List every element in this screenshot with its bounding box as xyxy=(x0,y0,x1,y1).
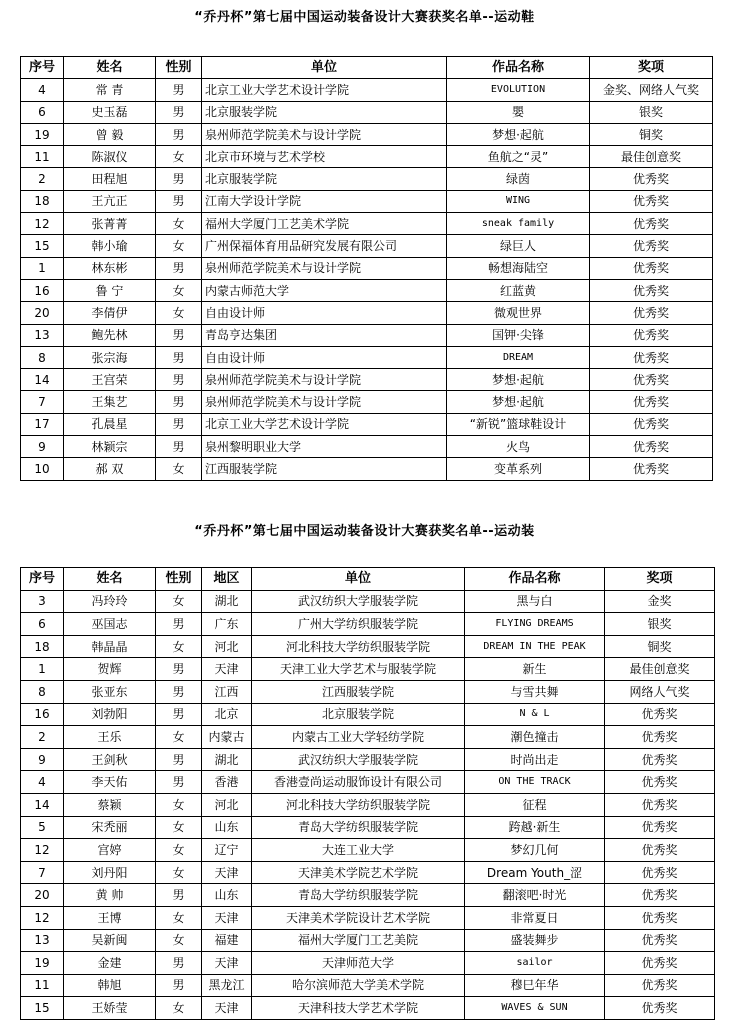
seq-cell: 5 xyxy=(21,816,64,839)
unit-cell: 北京市环境与艺术学校 xyxy=(202,146,447,168)
section-title-apparel: “乔丹杯”第七届中国运动装备设计大赛获奖名单--运动装 xyxy=(194,524,535,539)
region-cell: 山东 xyxy=(202,884,252,907)
name-cell: 王亢正 xyxy=(64,190,156,212)
award-cell: 优秀奖 xyxy=(590,346,713,368)
region-cell: 辽宁 xyxy=(202,839,252,862)
gender-cell: 男 xyxy=(156,369,202,391)
gender-cell: 男 xyxy=(156,884,202,907)
award-cell: 金奖 xyxy=(605,590,715,613)
unit-cell: 泉州师范学院美术与设计学院 xyxy=(202,369,447,391)
name-cell: 郝 双 xyxy=(64,458,156,480)
unit-cell: 青岛大学纺织服装学院 xyxy=(252,884,465,907)
unit-cell: 北京服装学院 xyxy=(202,101,447,123)
name-cell: 王宫荣 xyxy=(64,369,156,391)
seq-cell: 12 xyxy=(21,839,64,862)
gender-cell: 男 xyxy=(156,703,202,726)
gender-cell: 女 xyxy=(156,279,202,301)
unit-cell: 天津美术学院艺术学院 xyxy=(252,861,465,884)
column-header-gender: 性别 xyxy=(156,568,202,591)
name-cell: 李天佑 xyxy=(64,771,156,794)
name-cell: 蔡颖 xyxy=(64,793,156,816)
unit-cell: 武汉纺织大学服装学院 xyxy=(252,590,465,613)
region-cell: 广东 xyxy=(202,613,252,636)
unit-cell: 泉州师范学院美术与设计学院 xyxy=(202,123,447,145)
table-row xyxy=(21,658,715,681)
name-cell: 张宗海 xyxy=(64,346,156,368)
table-row xyxy=(21,748,715,771)
work-title-cell: FLYING DREAMS xyxy=(465,613,605,636)
award-cell: 优秀奖 xyxy=(605,703,715,726)
work-title-cell: 时尚出走 xyxy=(465,748,605,771)
award-cell: 优秀奖 xyxy=(605,748,715,771)
gender-cell: 女 xyxy=(156,302,202,324)
name-cell: 宫婷 xyxy=(64,839,156,862)
name-cell: 韩晶晶 xyxy=(64,635,156,658)
work-title-cell: ON THE TRACK xyxy=(465,771,605,794)
region-cell: 福建 xyxy=(202,929,252,952)
gender-cell: 男 xyxy=(156,257,202,279)
award-cell: 铜奖 xyxy=(590,123,713,145)
unit-cell: 江西服装学院 xyxy=(252,680,465,703)
gender-cell: 女 xyxy=(156,839,202,862)
seq-cell: 12 xyxy=(21,906,64,929)
table-row xyxy=(21,929,715,952)
work-title-cell: “新锐”篮球鞋设计 xyxy=(447,413,590,435)
unit-cell: 泉州黎明职业大学 xyxy=(202,436,447,458)
region-cell: 湖北 xyxy=(202,590,252,613)
gender-cell: 男 xyxy=(156,680,202,703)
award-cell: 优秀奖 xyxy=(605,929,715,952)
gender-cell: 女 xyxy=(156,793,202,816)
unit-cell: 内蒙古工业大学轻纺学院 xyxy=(252,726,465,749)
gender-cell: 女 xyxy=(156,861,202,884)
table-row xyxy=(21,703,715,726)
column-header-seq: 序号 xyxy=(21,57,64,79)
region-cell: 天津 xyxy=(202,952,252,975)
name-cell: 曾 毅 xyxy=(64,123,156,145)
table-row xyxy=(21,346,713,368)
seq-cell: 16 xyxy=(21,279,64,301)
gender-cell: 女 xyxy=(156,635,202,658)
award-cell: 优秀奖 xyxy=(590,391,713,413)
award-cell: 优秀奖 xyxy=(590,235,713,257)
table-row xyxy=(21,771,715,794)
unit-cell: 广州大学纺织服装学院 xyxy=(252,613,465,636)
work-title-cell: 变革系列 xyxy=(447,458,590,480)
unit-cell: 哈尔滨师范大学美术学院 xyxy=(252,974,465,997)
work-title-cell: 微观世界 xyxy=(447,302,590,324)
award-cell: 优秀奖 xyxy=(590,413,713,435)
name-cell: 鲍先林 xyxy=(64,324,156,346)
seq-cell: 19 xyxy=(21,123,64,145)
seq-cell: 7 xyxy=(21,861,64,884)
name-cell: 林东彬 xyxy=(64,257,156,279)
seq-cell: 2 xyxy=(21,726,64,749)
region-cell: 河北 xyxy=(202,793,252,816)
table-row xyxy=(21,168,713,190)
work-title-cell: 红蓝黄 xyxy=(447,279,590,301)
gender-cell: 男 xyxy=(156,79,202,101)
table-row xyxy=(21,861,715,884)
name-cell: 韩旭 xyxy=(64,974,156,997)
table-row xyxy=(21,213,713,235)
seq-cell: 19 xyxy=(21,952,64,975)
seq-cell: 14 xyxy=(21,369,64,391)
award-cell: 银奖 xyxy=(605,613,715,636)
gender-cell: 女 xyxy=(156,997,202,1020)
work-title-cell: 穆巳年华 xyxy=(465,974,605,997)
table-row xyxy=(21,369,713,391)
gender-cell: 男 xyxy=(156,974,202,997)
work-title-cell: 征程 xyxy=(465,793,605,816)
region-cell: 内蒙古 xyxy=(202,726,252,749)
gender-cell: 女 xyxy=(156,816,202,839)
column-header-award: 奖项 xyxy=(605,568,715,591)
table-row xyxy=(21,302,713,324)
gender-cell: 男 xyxy=(156,324,202,346)
award-cell: 优秀奖 xyxy=(605,952,715,975)
work-title-cell: 火鸟 xyxy=(447,436,590,458)
award-cell: 优秀奖 xyxy=(605,816,715,839)
gender-cell: 女 xyxy=(156,458,202,480)
unit-cell: 武汉纺织大学服装学院 xyxy=(252,748,465,771)
table-row xyxy=(21,235,713,257)
award-cell: 优秀奖 xyxy=(590,257,713,279)
unit-cell: 自由设计师 xyxy=(202,302,447,324)
unit-cell: 江西服装学院 xyxy=(202,458,447,480)
seq-cell: 11 xyxy=(21,974,64,997)
gender-cell: 男 xyxy=(156,101,202,123)
table-row xyxy=(21,146,713,168)
seq-cell: 11 xyxy=(21,146,64,168)
gender-cell: 男 xyxy=(156,346,202,368)
seq-cell: 8 xyxy=(21,680,64,703)
seq-cell: 2 xyxy=(21,168,64,190)
work-title-cell: 鱼航之“灵” xyxy=(447,146,590,168)
unit-cell: 泉州师范学院美术与设计学院 xyxy=(202,391,447,413)
column-header-work-title: 作品名称 xyxy=(447,57,590,79)
name-cell: 贺辉 xyxy=(64,658,156,681)
award-cell: 优秀奖 xyxy=(590,302,713,324)
award-cell: 优秀奖 xyxy=(605,771,715,794)
unit-cell: 福州大学厦门工艺美术学院 xyxy=(202,213,447,235)
work-title-cell: DREAM IN THE PEAK xyxy=(465,635,605,658)
work-title-cell: 跨越·新生 xyxy=(465,816,605,839)
name-cell: 田程旭 xyxy=(64,168,156,190)
seq-cell: 1 xyxy=(21,257,64,279)
work-title-cell: Dream Youth_涩 xyxy=(465,861,605,884)
section-title-shoes: “乔丹杯”第七届中国运动装备设计大赛获奖名单--运动鞋 xyxy=(194,10,535,25)
work-title-cell: 潮色撞击 xyxy=(465,726,605,749)
region-cell: 天津 xyxy=(202,658,252,681)
work-title-cell: WAVES & SUN xyxy=(465,997,605,1020)
work-title-cell: 国钾·尖锋 xyxy=(447,324,590,346)
seq-cell: 12 xyxy=(21,213,64,235)
name-cell: 王剑秋 xyxy=(64,748,156,771)
name-cell: 巫国志 xyxy=(64,613,156,636)
table-row xyxy=(21,974,715,997)
work-title-cell: 盛装舞步 xyxy=(465,929,605,952)
table-row xyxy=(21,906,715,929)
seq-cell: 6 xyxy=(21,101,64,123)
table-row xyxy=(21,884,715,907)
work-title-cell: 绿巨人 xyxy=(447,235,590,257)
award-cell: 优秀奖 xyxy=(605,884,715,907)
name-cell: 冯玲玲 xyxy=(64,590,156,613)
unit-cell: 大连工业大学 xyxy=(252,839,465,862)
region-cell: 天津 xyxy=(202,861,252,884)
name-cell: 刘勃阳 xyxy=(64,703,156,726)
unit-cell: 江南大学设计学院 xyxy=(202,190,447,212)
name-cell: 史玉磊 xyxy=(64,101,156,123)
table-row xyxy=(21,436,713,458)
table-row xyxy=(21,952,715,975)
seq-cell: 7 xyxy=(21,391,64,413)
award-cell: 优秀奖 xyxy=(590,436,713,458)
unit-cell: 香港壹尚运动服饰设计有限公司 xyxy=(252,771,465,794)
seq-cell: 20 xyxy=(21,884,64,907)
award-cell: 优秀奖 xyxy=(605,997,715,1020)
region-cell: 山东 xyxy=(202,816,252,839)
seq-cell: 13 xyxy=(21,324,64,346)
unit-cell: 河北科技大学纺织服装学院 xyxy=(252,793,465,816)
gender-cell: 男 xyxy=(156,771,202,794)
award-cell: 优秀奖 xyxy=(605,793,715,816)
name-cell: 张菁菁 xyxy=(64,213,156,235)
name-cell: 李倩伊 xyxy=(64,302,156,324)
seq-cell: 10 xyxy=(21,458,64,480)
work-title-cell: 绿茵 xyxy=(447,168,590,190)
table-row xyxy=(21,101,713,123)
column-header-seq: 序号 xyxy=(21,568,64,591)
unit-cell: 北京服装学院 xyxy=(202,168,447,190)
region-cell: 天津 xyxy=(202,906,252,929)
column-header-name: 姓名 xyxy=(64,57,156,79)
work-title-cell: 与雪共舞 xyxy=(465,680,605,703)
seq-cell: 17 xyxy=(21,413,64,435)
name-cell: 张亚东 xyxy=(64,680,156,703)
unit-cell: 青岛大学纺织服装学院 xyxy=(252,816,465,839)
work-title-cell: 翻滚吧·时光 xyxy=(465,884,605,907)
work-title-cell: 梦想·起航 xyxy=(447,391,590,413)
table-row xyxy=(21,79,713,101)
gender-cell: 男 xyxy=(156,436,202,458)
gender-cell: 男 xyxy=(156,123,202,145)
table-row xyxy=(21,680,715,703)
gender-cell: 女 xyxy=(156,929,202,952)
award-cell: 优秀奖 xyxy=(590,190,713,212)
table-row xyxy=(21,391,713,413)
gender-cell: 男 xyxy=(156,190,202,212)
work-title-cell: 嬰 xyxy=(447,101,590,123)
gender-cell: 男 xyxy=(156,391,202,413)
column-header-unit: 单位 xyxy=(252,568,465,591)
unit-cell: 天津工业大学艺术与服装学院 xyxy=(252,658,465,681)
seq-cell: 15 xyxy=(21,997,64,1020)
region-cell: 北京 xyxy=(202,703,252,726)
seq-cell: 3 xyxy=(21,590,64,613)
seq-cell: 9 xyxy=(21,748,64,771)
seq-cell: 8 xyxy=(21,346,64,368)
award-cell: 优秀奖 xyxy=(605,861,715,884)
column-header-name: 姓名 xyxy=(64,568,156,591)
name-cell: 金建 xyxy=(64,952,156,975)
award-cell: 优秀奖 xyxy=(590,213,713,235)
table-header-row xyxy=(21,57,713,79)
unit-cell: 北京工业大学艺术设计学院 xyxy=(202,79,447,101)
unit-cell: 天津美术学院设计艺术学院 xyxy=(252,906,465,929)
region-cell: 天津 xyxy=(202,997,252,1020)
table-row xyxy=(21,997,715,1020)
column-header-region: 地区 xyxy=(202,568,252,591)
table-header-row xyxy=(21,568,715,591)
table-row xyxy=(21,726,715,749)
name-cell: 陈淑仪 xyxy=(64,146,156,168)
work-title-cell: 梦幻几何 xyxy=(465,839,605,862)
table-row xyxy=(21,590,715,613)
gender-cell: 女 xyxy=(156,235,202,257)
seq-cell: 20 xyxy=(21,302,64,324)
gender-cell: 男 xyxy=(156,658,202,681)
seq-cell: 15 xyxy=(21,235,64,257)
gender-cell: 女 xyxy=(156,726,202,749)
unit-cell: 广州保福体育用品研究发展有限公司 xyxy=(202,235,447,257)
table-row xyxy=(21,279,713,301)
table-row xyxy=(21,123,713,145)
award-cell: 铜奖 xyxy=(605,635,715,658)
award-cell: 金奖、网络人气奖 xyxy=(590,79,713,101)
region-cell: 黑龙江 xyxy=(202,974,252,997)
table-row xyxy=(21,793,715,816)
name-cell: 黄 帅 xyxy=(64,884,156,907)
unit-cell: 北京服装学院 xyxy=(252,703,465,726)
unit-cell: 河北科技大学纺织服装学院 xyxy=(252,635,465,658)
unit-cell: 内蒙古师范大学 xyxy=(202,279,447,301)
seq-cell: 14 xyxy=(21,793,64,816)
gender-cell: 女 xyxy=(156,906,202,929)
name-cell: 韩小瑜 xyxy=(64,235,156,257)
name-cell: 王娇莹 xyxy=(64,997,156,1020)
column-header-award: 奖项 xyxy=(590,57,713,79)
gender-cell: 女 xyxy=(156,213,202,235)
table-row xyxy=(21,413,713,435)
work-title-cell: 非常夏日 xyxy=(465,906,605,929)
name-cell: 吴新闽 xyxy=(64,929,156,952)
work-title-cell: 新生 xyxy=(465,658,605,681)
unit-cell: 青岛亨达集团 xyxy=(202,324,447,346)
region-cell: 河北 xyxy=(202,635,252,658)
award-cell: 优秀奖 xyxy=(590,324,713,346)
table-row xyxy=(21,839,715,862)
table-row xyxy=(21,635,715,658)
column-header-work-title: 作品名称 xyxy=(465,568,605,591)
work-title-cell: sailor xyxy=(465,952,605,975)
unit-cell: 泉州师范学院美术与设计学院 xyxy=(202,257,447,279)
seq-cell: 4 xyxy=(21,771,64,794)
seq-cell: 4 xyxy=(21,79,64,101)
award-cell: 银奖 xyxy=(590,101,713,123)
work-title-cell: EVOLUTION xyxy=(447,79,590,101)
award-cell: 优秀奖 xyxy=(605,906,715,929)
gender-cell: 女 xyxy=(156,146,202,168)
award-cell: 优秀奖 xyxy=(590,168,713,190)
award-cell: 网络人气奖 xyxy=(605,680,715,703)
unit-cell: 天津师范大学 xyxy=(252,952,465,975)
apparel-award-table xyxy=(20,567,715,1020)
table-row xyxy=(21,613,715,636)
column-header-unit: 单位 xyxy=(202,57,447,79)
work-title-cell: 梦想·起航 xyxy=(447,369,590,391)
award-cell: 优秀奖 xyxy=(605,839,715,862)
award-cell: 最佳创意奖 xyxy=(590,146,713,168)
award-cell: 优秀奖 xyxy=(605,726,715,749)
award-cell: 优秀奖 xyxy=(590,369,713,391)
unit-cell: 北京工业大学艺术设计学院 xyxy=(202,413,447,435)
work-title-cell: N & L xyxy=(465,703,605,726)
table-row xyxy=(21,257,713,279)
name-cell: 宋秃丽 xyxy=(64,816,156,839)
unit-cell: 天津科技大学艺术学院 xyxy=(252,997,465,1020)
name-cell: 王博 xyxy=(64,906,156,929)
name-cell: 常 青 xyxy=(64,79,156,101)
gender-cell: 男 xyxy=(156,413,202,435)
shoes-award-table xyxy=(20,56,713,481)
table-row xyxy=(21,324,713,346)
region-cell: 江西 xyxy=(202,680,252,703)
table-row xyxy=(21,190,713,212)
unit-cell: 福州大学厦门工艺美院 xyxy=(252,929,465,952)
region-cell: 香港 xyxy=(202,771,252,794)
award-cell: 优秀奖 xyxy=(605,974,715,997)
seq-cell: 9 xyxy=(21,436,64,458)
gender-cell: 男 xyxy=(156,952,202,975)
name-cell: 王乐 xyxy=(64,726,156,749)
column-header-gender: 性别 xyxy=(156,57,202,79)
award-cell: 最佳创意奖 xyxy=(605,658,715,681)
gender-cell: 男 xyxy=(156,613,202,636)
gender-cell: 男 xyxy=(156,748,202,771)
region-cell: 湖北 xyxy=(202,748,252,771)
name-cell: 刘丹阳 xyxy=(64,861,156,884)
table-row xyxy=(21,816,715,839)
award-cell: 优秀奖 xyxy=(590,458,713,480)
table-row xyxy=(21,458,713,480)
seq-cell: 1 xyxy=(21,658,64,681)
award-cell: 优秀奖 xyxy=(590,279,713,301)
seq-cell: 18 xyxy=(21,190,64,212)
name-cell: 鲁 宁 xyxy=(64,279,156,301)
seq-cell: 13 xyxy=(21,929,64,952)
work-title-cell: WING xyxy=(447,190,590,212)
work-title-cell: DREAM xyxy=(447,346,590,368)
name-cell: 孔晨星 xyxy=(64,413,156,435)
name-cell: 林颖宗 xyxy=(64,436,156,458)
unit-cell: 自由设计师 xyxy=(202,346,447,368)
gender-cell: 女 xyxy=(156,590,202,613)
name-cell: 王集艺 xyxy=(64,391,156,413)
work-title-cell: 梦想·起航 xyxy=(447,123,590,145)
seq-cell: 6 xyxy=(21,613,64,636)
seq-cell: 16 xyxy=(21,703,64,726)
work-title-cell: sneak family xyxy=(447,213,590,235)
work-title-cell: 黑与白 xyxy=(465,590,605,613)
work-title-cell: 畅想海陆空 xyxy=(447,257,590,279)
seq-cell: 18 xyxy=(21,635,64,658)
gender-cell: 男 xyxy=(156,168,202,190)
